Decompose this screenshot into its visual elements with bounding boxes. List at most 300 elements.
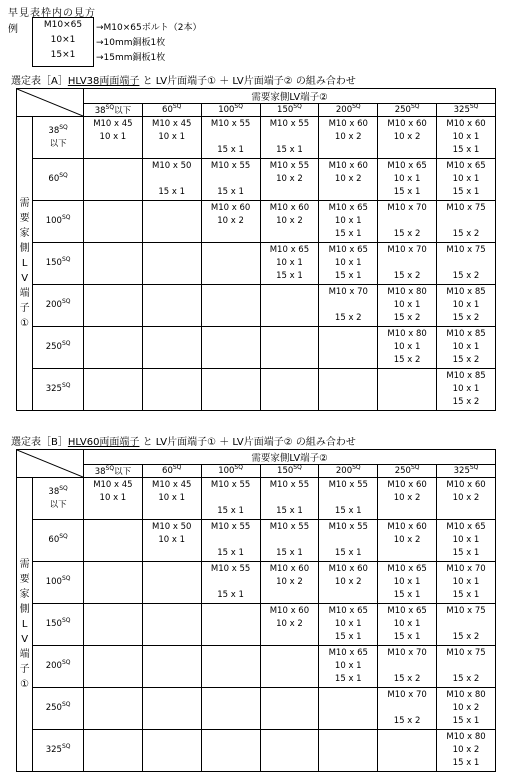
cell-line: M10 x 70 — [328, 287, 368, 297]
table-cell — [83, 562, 142, 604]
cell-line — [202, 534, 260, 547]
table-cell — [83, 159, 142, 201]
cell-line: 15 x 2 — [452, 271, 480, 281]
cell-line: M10 x 55 — [210, 119, 251, 129]
cell-line: 10 x 1 — [452, 132, 480, 142]
corner-cell — [17, 89, 84, 117]
cell-line: M10 x 65 — [446, 522, 486, 532]
table-cell — [319, 201, 378, 243]
size-label: $200^{SQ}$ — [45, 298, 71, 310]
selection-table-a — [16, 88, 496, 411]
size-label: $100^{SQ}$ — [218, 464, 243, 476]
size-label: $38^{SQ}$以下 — [94, 465, 132, 477]
cell-line: M10 x 50 — [152, 161, 192, 171]
table-cell — [260, 159, 319, 201]
row-header — [33, 243, 84, 285]
legend-desc-1: →M10×65ボルト（2本） — [96, 23, 202, 33]
cell-line: 15 x 2 — [393, 229, 421, 239]
cell-line — [202, 228, 260, 241]
row-header-char: 要 — [19, 213, 30, 224]
cell-line: 15 x 2 — [393, 313, 421, 323]
cell-line: M10 x 80 — [446, 690, 486, 700]
cell-line: M10 x 85 — [446, 287, 486, 297]
table-cell — [142, 327, 201, 369]
cell-line: M10 x 60 — [387, 522, 427, 532]
sq-unit: SQ — [234, 464, 243, 472]
row-header-char: 側 — [19, 243, 30, 254]
table-cell — [378, 285, 437, 327]
table-cell — [437, 327, 496, 369]
cell-line: M10 x 80 — [387, 287, 427, 297]
cell-line — [378, 702, 436, 715]
table-cell — [260, 478, 319, 520]
size-label: $200^{SQ}$ — [335, 464, 361, 476]
table-cell — [201, 159, 260, 201]
legend-desc-3: →15mm銅板1枚 — [96, 53, 166, 63]
cell-line: 10 x 2 — [334, 174, 362, 184]
table-cell — [319, 369, 378, 411]
sq-unit: SQ — [59, 172, 68, 180]
table-cell — [378, 201, 437, 243]
cell-line: 15 x 1 — [334, 271, 362, 281]
sq-unit: SQ — [105, 104, 115, 112]
row-header — [33, 688, 84, 730]
size-label: $60^{SQ}$ — [48, 533, 68, 545]
table-cell — [437, 688, 496, 730]
cell-line — [84, 144, 142, 157]
cell-line: 15 x 1 — [452, 590, 480, 600]
table-row — [17, 369, 496, 411]
cell-line: 15 x 1 — [276, 145, 303, 155]
table-cell — [260, 688, 319, 730]
cell-line: M10 x 65 — [328, 203, 368, 213]
cell-line: 15 x 1 — [334, 229, 362, 239]
cell-line: 10 x 1 — [393, 577, 421, 587]
cell-line: M10 x 70 — [387, 648, 427, 658]
sq-unit: SQ — [59, 533, 68, 541]
row-header-char: V — [21, 634, 29, 645]
cell-line: 10 x 1 — [99, 493, 127, 503]
cell-line: 15 x 2 — [452, 355, 480, 365]
diagonal-line — [17, 89, 83, 116]
cell-line: M10 x 55 — [269, 480, 310, 490]
cell-line: M10 x 65 — [269, 245, 310, 255]
size-label: $60^{SQ}$ — [162, 103, 182, 115]
cell-line: 10 x 1 — [334, 619, 362, 629]
size-label: $250^{SQ}$ — [394, 464, 420, 476]
size-label: $38^{SQ}$以下 — [94, 104, 132, 116]
cell-line — [437, 618, 495, 631]
cell-line — [143, 505, 201, 518]
column-header — [201, 465, 260, 478]
cell-line: M10 x 75 — [446, 606, 486, 616]
diagonal-line — [17, 450, 83, 477]
cell-line: M10 x 70 — [387, 690, 427, 700]
sq-unit: SQ — [234, 103, 243, 111]
table-cell — [201, 520, 260, 562]
table-cell — [260, 369, 319, 411]
column-header — [260, 465, 319, 478]
table-row — [17, 117, 496, 159]
table-cell — [83, 604, 142, 646]
table-cell — [83, 478, 142, 520]
sq-unit: SQ — [293, 103, 302, 111]
column-header — [378, 104, 437, 117]
row-header-char: 需 — [19, 559, 30, 570]
cell-line: 10 x 1 — [158, 132, 186, 142]
table-row — [17, 520, 496, 562]
table-row — [17, 478, 496, 520]
table-cell — [83, 243, 142, 285]
cell-line: M10 x 85 — [446, 329, 486, 339]
size-label: $250^{SQ}$ — [45, 701, 71, 713]
cell-line — [319, 144, 377, 157]
cell-line — [261, 492, 319, 505]
table-row — [17, 201, 496, 243]
cell-line: 10 x 1 — [393, 619, 421, 629]
table-cell — [378, 478, 437, 520]
table-cell — [319, 117, 378, 159]
column-header — [437, 104, 496, 117]
table-cell — [142, 285, 201, 327]
cell-line: 15 x 1 — [334, 548, 362, 558]
row-header — [33, 159, 84, 201]
cell-line: M10 x 45 — [152, 119, 192, 129]
cell-line — [378, 257, 436, 270]
row-header — [33, 520, 84, 562]
cell-line: 10 x 1 — [452, 384, 480, 394]
table-cell — [260, 243, 319, 285]
size-label: $150^{SQ}$ — [277, 103, 302, 115]
cell-line: 10 x 2 — [334, 132, 362, 142]
row-header — [33, 369, 84, 411]
cell-line: M10 x 80 — [387, 329, 427, 339]
table-cell — [437, 646, 496, 688]
row-header-char: 需 — [19, 198, 30, 209]
table-a-title: 選定表［A］HLV38両面端子 と LV片面端子① ＋ LV片面端子② の組み合わせ — [11, 76, 356, 87]
cell-line — [143, 547, 201, 560]
cell-line — [261, 186, 319, 199]
table-cell — [319, 646, 378, 688]
table-cell — [260, 646, 319, 688]
table-cell — [201, 243, 260, 285]
row-header-sub: 以下 — [49, 499, 67, 510]
cell-line — [437, 505, 495, 518]
cell-line — [437, 257, 495, 270]
cell-line: 10 x 2 — [276, 174, 303, 184]
table-cell — [83, 327, 142, 369]
table-cell — [437, 117, 496, 159]
table-cell — [83, 520, 142, 562]
table-cell — [260, 730, 319, 772]
cell-line: 15 x 1 — [334, 506, 362, 516]
cell-line: 15 x 1 — [452, 187, 480, 197]
row-header-char: ① — [20, 679, 30, 690]
size-label: $200^{SQ}$ — [45, 659, 71, 671]
row-header — [33, 327, 84, 369]
cell-line — [202, 576, 260, 589]
cell-line: 10 x 1 — [334, 216, 362, 226]
cell-line: M10 x 75 — [446, 245, 486, 255]
cell-line: M10 x 60 — [387, 480, 427, 490]
row-header — [33, 730, 84, 772]
cell-line: 15 x 1 — [393, 590, 421, 600]
cell-line: 10 x 1 — [334, 258, 362, 268]
table-cell — [201, 562, 260, 604]
row-header — [33, 604, 84, 646]
table-cell — [260, 201, 319, 243]
cell-line: M10 x 70 — [387, 203, 427, 213]
cell-line: M10 x 55 — [328, 480, 368, 490]
table-cell — [201, 285, 260, 327]
table-cell — [378, 520, 437, 562]
sq-unit: SQ — [469, 464, 479, 472]
table-cell — [142, 730, 201, 772]
cell-line — [378, 547, 436, 560]
row-header-char: 子 — [19, 303, 30, 314]
table-cell — [378, 117, 437, 159]
table-cell — [201, 604, 260, 646]
cell-line: M10 x 55 — [269, 522, 310, 532]
table-cell — [83, 730, 142, 772]
row-header — [33, 646, 84, 688]
size-label: $38^{SQ}$ — [48, 123, 68, 136]
cell-line — [378, 660, 436, 673]
cell-line — [261, 131, 319, 144]
cell-line: M10 x 65 — [328, 606, 368, 616]
row-header-char: 端 — [19, 649, 30, 660]
table-cell — [437, 243, 496, 285]
cell-line: M10 x 55 — [269, 119, 310, 129]
cell-line: 15 x 1 — [276, 506, 303, 516]
cell-line: 10 x 2 — [217, 216, 244, 226]
table-cell — [142, 478, 201, 520]
table-row — [17, 285, 496, 327]
column-header — [260, 104, 319, 117]
cell-line — [143, 173, 201, 186]
cell-line: M10 x 45 — [93, 119, 133, 129]
size-label: $325^{SQ}$ — [453, 103, 479, 115]
table-cell — [378, 730, 437, 772]
size-label: $60^{SQ}$ — [162, 464, 182, 476]
table-cell — [437, 730, 496, 772]
cell-line: M10 x 60 — [210, 203, 251, 213]
cell-line: 10 x 2 — [452, 745, 480, 755]
cell-line: 15 x 1 — [452, 716, 480, 726]
cell-line: 15 x 1 — [452, 758, 480, 768]
cell-line: M10 x 55 — [269, 161, 310, 171]
cell-line: 15 x 1 — [217, 590, 244, 600]
cell-line: M10 x 70 — [387, 245, 427, 255]
cell-line: M10 x 60 — [328, 161, 368, 171]
cell-line: M10 x 45 — [152, 480, 192, 490]
table-cell — [142, 159, 201, 201]
cell-line — [84, 505, 142, 518]
table-cell — [201, 688, 260, 730]
cell-line: 10 x 2 — [334, 577, 362, 587]
cell-line: M10 x 65 — [387, 564, 427, 574]
sq-unit: SQ — [61, 743, 71, 751]
row-header-char: L — [21, 258, 28, 269]
cell-line — [319, 534, 377, 547]
table-cell — [201, 478, 260, 520]
cell-line — [319, 299, 377, 312]
table-cell — [142, 562, 201, 604]
cell-line: M10 x 60 — [328, 119, 368, 129]
table-cell — [319, 688, 378, 730]
column-group-header: 需要家側LV端子② — [83, 89, 495, 104]
cell-line: 10 x 1 — [452, 174, 480, 184]
cell-line — [437, 215, 495, 228]
row-header — [33, 117, 84, 159]
cell-line: M10 x 65 — [328, 245, 368, 255]
cell-line: M10 x 65 — [387, 161, 427, 171]
column-header — [319, 465, 378, 478]
sq-unit: SQ — [410, 464, 420, 472]
size-label: $60^{SQ}$ — [48, 172, 68, 184]
cell-line: 15 x 1 — [334, 674, 362, 684]
cell-line: 15 x 2 — [452, 313, 480, 323]
sq-unit: SQ — [59, 484, 68, 492]
size-label: $325^{SQ}$ — [45, 743, 71, 755]
cell-line — [319, 186, 377, 199]
cell-line: M10 x 85 — [446, 371, 486, 381]
table-cell — [319, 520, 378, 562]
cell-line: 15 x 2 — [452, 229, 480, 239]
column-header — [83, 104, 142, 117]
table-cell — [319, 327, 378, 369]
cell-line: 15 x 1 — [334, 632, 362, 642]
cell-line — [202, 173, 260, 186]
table-cell — [378, 562, 437, 604]
cell-line: M10 x 55 — [210, 161, 251, 171]
size-label: $150^{SQ}$ — [45, 256, 71, 268]
table-cell — [437, 285, 496, 327]
sq-unit: SQ — [469, 103, 479, 111]
table-cell — [201, 646, 260, 688]
legend-example-label: 例 — [8, 24, 18, 35]
table-row — [17, 562, 496, 604]
cell-line: M10 x 60 — [269, 564, 310, 574]
row-header-char: 要 — [19, 574, 30, 585]
table-cell — [201, 327, 260, 369]
cell-line — [319, 492, 377, 505]
cell-line — [378, 215, 436, 228]
size-suffix: 以下 — [114, 106, 132, 116]
legend-box-line-3: 15×1 — [50, 50, 76, 60]
size-label: $150^{SQ}$ — [45, 617, 71, 629]
cell-line — [202, 492, 260, 505]
cell-line: M10 x 55 — [210, 522, 251, 532]
table-cell — [437, 520, 496, 562]
table-row — [17, 327, 496, 369]
table-cell — [260, 285, 319, 327]
table-cell — [83, 646, 142, 688]
table-row — [17, 243, 496, 285]
cell-line: 10 x 1 — [158, 535, 186, 545]
cell-line: M10 x 60 — [269, 203, 310, 213]
cell-line: M10 x 55 — [328, 522, 368, 532]
cell-line: M10 x 60 — [446, 480, 486, 490]
cell-line: M10 x 60 — [446, 119, 486, 129]
legend-box-line-2: 10×1 — [50, 35, 76, 45]
cell-line: 15 x 1 — [217, 548, 244, 558]
cell-line: 15 x 2 — [334, 313, 362, 323]
table-cell — [83, 201, 142, 243]
table-cell — [378, 688, 437, 730]
size-label: $325^{SQ}$ — [45, 382, 71, 394]
table-cell — [319, 478, 378, 520]
cell-line: 10 x 1 — [452, 342, 480, 352]
column-header — [83, 465, 142, 478]
cell-line — [378, 144, 436, 157]
cell-line: 10 x 2 — [393, 132, 421, 142]
cell-line: 10 x 2 — [393, 493, 421, 503]
cell-line — [261, 589, 319, 602]
table-cell — [260, 520, 319, 562]
table-cell — [378, 604, 437, 646]
cell-line: 15 x 2 — [393, 271, 421, 281]
table-cell — [142, 646, 201, 688]
table-cell — [437, 478, 496, 520]
cell-line — [261, 228, 319, 241]
row-header-char: 側 — [19, 604, 30, 615]
cell-line: 15 x 1 — [393, 187, 421, 197]
sq-unit: SQ — [61, 340, 71, 348]
table-cell — [437, 604, 496, 646]
table-cell — [437, 159, 496, 201]
cell-line: M10 x 60 — [269, 606, 310, 616]
cell-line: 15 x 2 — [393, 716, 421, 726]
sq-unit: SQ — [61, 298, 71, 306]
table-cell — [260, 604, 319, 646]
size-label: $100^{SQ}$ — [45, 575, 71, 587]
sq-unit: SQ — [61, 659, 71, 667]
legend-title: 早見表枠内の見方 — [8, 8, 96, 19]
sq-unit: SQ — [293, 464, 302, 472]
table-cell — [142, 520, 201, 562]
cell-line: 10 x 2 — [276, 216, 303, 226]
row-header — [33, 201, 84, 243]
cell-line: 15 x 2 — [393, 355, 421, 365]
sq-unit: SQ — [352, 464, 361, 472]
size-label: $200^{SQ}$ — [335, 103, 361, 115]
row-header-char: 端 — [19, 288, 30, 299]
cell-line: 10 x 1 — [452, 300, 480, 310]
column-group-header: 需要家側LV端子② — [83, 450, 495, 465]
table-cell — [142, 369, 201, 411]
table-cell — [437, 201, 496, 243]
cell-line: 10 x 2 — [276, 619, 303, 629]
cell-line: 10 x 2 — [276, 577, 303, 587]
column-header — [437, 465, 496, 478]
table-row — [17, 604, 496, 646]
column-header — [142, 104, 201, 117]
cell-line: 15 x 2 — [452, 674, 480, 684]
cell-line — [261, 631, 319, 644]
cell-line: M10 x 55 — [210, 480, 251, 490]
table-b-title: 選定表［B］HLV60両面端子 と LV片面端子① ＋ LV片面端子② の組み合わせ — [11, 437, 356, 448]
sq-unit: SQ — [410, 103, 420, 111]
cell-line: 15 x 2 — [393, 674, 421, 684]
size-label: $150^{SQ}$ — [277, 464, 302, 476]
cell-line: 10 x 1 — [158, 493, 186, 503]
column-header — [142, 465, 201, 478]
table-cell — [201, 117, 260, 159]
cell-line: M10 x 60 — [387, 119, 427, 129]
table-cell — [319, 562, 378, 604]
selection-table-b — [16, 449, 496, 772]
